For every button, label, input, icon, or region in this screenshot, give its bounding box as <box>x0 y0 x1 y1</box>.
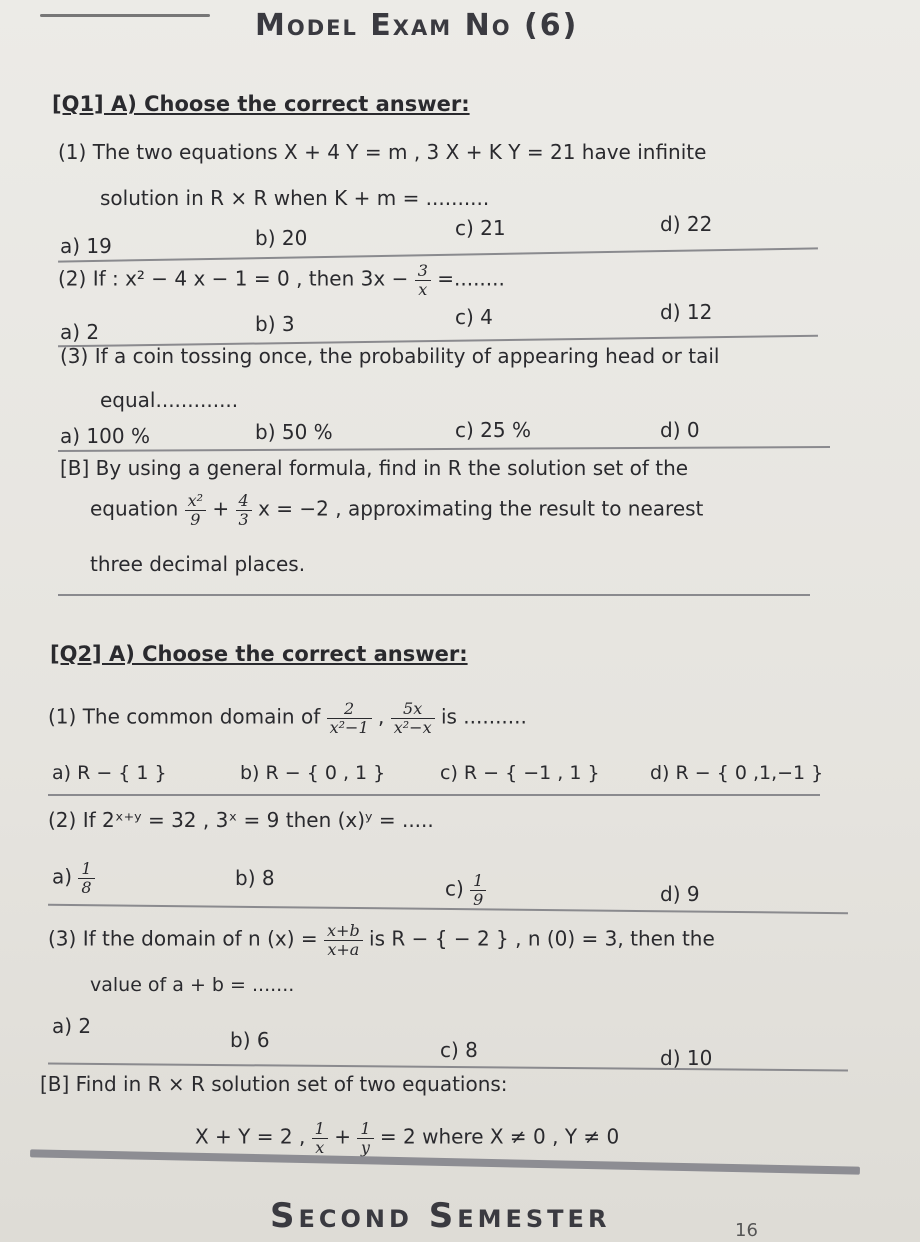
q1-2-option-b: b) 3 <box>255 312 295 336</box>
q2-1-comma: , <box>378 704 385 729</box>
page-number: 16 <box>735 1220 758 1241</box>
q2-2-option-c-den: 9 <box>473 889 484 909</box>
q2-1-question <box>48 700 527 736</box>
q1-1-option-a: a) 19 <box>60 234 112 258</box>
q1-1-option-c: c) 21 <box>455 216 506 240</box>
q1-2-frac-den: x <box>418 279 428 299</box>
q2-3-question <box>48 922 715 958</box>
q2-b-eq-prefix: X + Y = 2 , <box>195 1124 306 1149</box>
q2-2-option-c-label: c) <box>445 876 464 901</box>
q1-b-line1: [B] By using a general formula, find in R the solution set of the <box>60 456 689 480</box>
q2-1-option-d: d) R − { 0 ,1,−1 } <box>650 762 824 784</box>
footer-title: Second Semester <box>270 1196 611 1236</box>
q2-b-frac-1-den: x <box>315 1137 325 1157</box>
q1-3-option-d: d) 0 <box>660 418 700 442</box>
q2-3-suffix: is R − { − 2 } , n (0) = 3, then the <box>369 926 715 951</box>
q2-1-option-b: b) R − { 0 , 1 } <box>240 762 386 784</box>
q2-1-frac-2-den: x²−x <box>393 717 432 737</box>
q1-1-line2: solution in R × R when K + m = .......... <box>100 186 490 210</box>
q1-1-line1: (1) The two equations X + 4 Y = m , 3 X + K Y = 21 have infinite <box>58 140 707 164</box>
q2-3-option-d: d) 10 <box>660 1046 713 1070</box>
q2-3-option-c: c) 8 <box>440 1038 478 1062</box>
q2-2-option-a <box>52 860 95 896</box>
q1-3-line2: equal............. <box>100 388 239 412</box>
q2-3-frac-num: x+b <box>324 922 363 941</box>
q1-3-option-c: c) 25 % <box>455 418 531 442</box>
q2-3-frac-den: x+a <box>327 939 360 959</box>
divider <box>58 446 830 452</box>
divider <box>48 1063 848 1072</box>
q2-3-option-b: b) 6 <box>230 1028 270 1052</box>
q2-1-frac-1-num: 2 <box>327 700 372 719</box>
q2-2-option-a-den: 8 <box>81 877 92 897</box>
q1-2-question <box>58 262 505 298</box>
q2-2-option-c-num: 1 <box>470 872 486 891</box>
q1-b-frac-1-num: x² <box>185 492 206 511</box>
q2-2-option-c <box>445 872 486 908</box>
q1-2-option-c: c) 4 <box>455 305 493 329</box>
q2-1-frac-2-num: 5x <box>391 700 435 719</box>
q2-1-frac-2 <box>391 700 435 736</box>
q1-3-line1: (3) If a coin tossing once, the probability of appearing head or tail <box>60 344 720 368</box>
q2-1-suffix: is .......... <box>440 704 527 729</box>
q2-2-option-a-num: 1 <box>78 860 94 879</box>
q1-3-option-b: b) 50 % <box>255 420 333 444</box>
q2-3-prefix: (3) If the domain of n (x) = <box>48 926 318 951</box>
q1-2-suffix: =........ <box>437 266 505 291</box>
divider <box>58 247 818 262</box>
q2-b-equation <box>195 1120 619 1156</box>
q2-2-option-c-frac <box>470 872 486 908</box>
q2-b-frac-1 <box>312 1120 328 1156</box>
q2-b-frac-2-num: 1 <box>357 1120 373 1139</box>
q2-2-option-a-frac <box>78 860 94 896</box>
q1-1-option-b: b) 20 <box>255 226 308 250</box>
q2-1-frac-1-den: x²−1 <box>329 717 369 737</box>
q1-b-frac-1 <box>185 492 206 528</box>
q2-b-frac-2-den: y <box>360 1137 370 1157</box>
q1-2-option-a: a) 2 <box>60 320 100 344</box>
q1-2-prefix: (2) If : x² − 4 x − 1 = 0 , then 3x − <box>58 266 409 291</box>
q1-3-option-a: a) 100 % <box>60 424 150 448</box>
q1-b-line3: three decimal places. <box>90 552 306 576</box>
q1-2-frac-num: 3 <box>415 262 431 281</box>
q2-1-prefix: (1) The common domain of <box>48 704 321 729</box>
divider <box>58 594 810 596</box>
q2-2-line1: (2) If 2ˣ⁺ʸ = 32 , 3ˣ = 9 then (x)ʸ = ..... <box>48 808 434 832</box>
q1-b-equation <box>90 492 703 528</box>
q2-3-line2: value of a + b = ....... <box>90 974 295 996</box>
q2-2-option-b: b) 8 <box>235 866 275 890</box>
q2-b-line1: [B] Find in R × R solution set of two equations: <box>40 1072 508 1096</box>
exam-title: Model Exam No (6) <box>255 8 579 43</box>
q2-b-frac-1-num: 1 <box>312 1120 328 1139</box>
q1-b-frac-2-num: 4 <box>236 492 252 511</box>
header-rule-left <box>40 14 210 17</box>
q2-heading: [Q2] A) Choose the correct answer: <box>50 642 468 666</box>
q1-1-option-d: d) 22 <box>660 212 713 236</box>
q1-b-plus: + <box>212 496 230 521</box>
q1-b-frac-1-den: 9 <box>190 509 201 529</box>
q2-3-option-a: a) 2 <box>52 1014 92 1038</box>
q2-3-frac <box>324 922 363 958</box>
q1-b-frac-2 <box>236 492 252 528</box>
q1-heading: [Q1] A) Choose the correct answer: <box>52 92 470 116</box>
q1-2-option-d: d) 12 <box>660 300 713 324</box>
q2-2-option-a-label: a) <box>52 864 73 889</box>
q2-2-option-d: d) 9 <box>660 882 700 906</box>
q1-2-fraction <box>415 262 431 298</box>
q1-b-eq-rest: x = −2 , approximating the result to nearest <box>258 496 704 521</box>
q2-1-frac-1 <box>327 700 372 736</box>
divider <box>48 794 820 796</box>
q2-1-option-a: a) R − { 1 } <box>52 762 167 784</box>
q1-b-frac-2-den: 3 <box>238 509 249 529</box>
q2-b-frac-2 <box>357 1120 373 1156</box>
q2-b-plus: + <box>334 1124 351 1149</box>
q2-b-eq-rest: = 2 where X ≠ 0 , Y ≠ 0 <box>379 1124 620 1149</box>
q1-b-eq-prefix: equation <box>90 496 179 521</box>
q2-1-option-c: c) R − { −1 , 1 } <box>440 762 600 784</box>
